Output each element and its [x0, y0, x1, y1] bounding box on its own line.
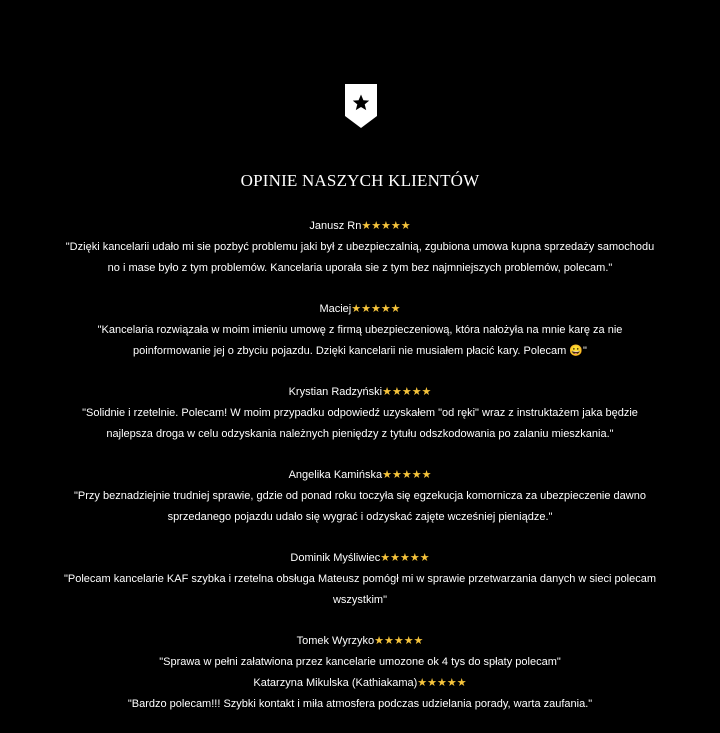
review-item [60, 631, 660, 673]
review-item [60, 673, 660, 715]
review-item [60, 465, 660, 528]
review-text: "Solidnie i rzetelnie. Polecam! W moim przypadku odpowiedź uzyskałem "od ręki" wraz z instruktażem jaka będzie najlepsza droga w celu odzyskania należnych pieniędzy z tytułu odszkodowania po zalaniu mieszkania." [82, 407, 638, 440]
review-text: "Polecam kancelarie KAF szybka i rzetelna obsługa Mateusz pomógł mi w sprawie przetwarzania danych w sieci polecam wszystkim" [63, 573, 657, 606]
review-author: Dominik Myśliwiec [290, 552, 381, 564]
review-text: "Dzięki kancelarii udało mi sie pozbyć problemu jaki był z ubezpieczalnią, zgubiona umowa kupna sprzedaży samochodu no i mase było z tym problemów. Kancelaria uporała sie z tym bez najmniejszych problemów, polecam." [65, 241, 655, 274]
review-item [60, 216, 660, 279]
review-author: Katarzyna Mikulska (Kathiakama) [253, 677, 418, 689]
star-rating-icon: ★★★★★ [380, 552, 430, 564]
star-rating-icon: ★★★★★ [351, 303, 401, 315]
page-title: OPINIE NASZYCH KLIENTÓW [240, 171, 480, 190]
review-text: "Bardzo polecam!!! Szybki kontakt i miła atmosfera podczas udzielania porady, warta zaufania." [127, 698, 593, 710]
star-rating-icon: ★★★★★ [374, 635, 424, 647]
review-author: Angelika Kamińska [288, 469, 383, 481]
review-item [60, 548, 660, 611]
star-rating-icon: ★★★★★ [382, 386, 432, 398]
review-item [60, 382, 660, 445]
review-author: Tomek Wyrzyko [296, 635, 375, 647]
star-rating-icon: ★★★★★ [361, 220, 411, 232]
review-author: Krystian Radzyński [288, 386, 383, 398]
star-rating-icon: ★★★★★ [417, 677, 467, 689]
review-author: Maciej [319, 303, 352, 315]
review-text: "Sprawa w pełni załatwiona przez kancelarie umozone ok 4 tys do spłaty polecam" [159, 656, 561, 668]
review-author: Janusz Rn [309, 220, 362, 232]
star-rating-icon: ★★★★★ [382, 469, 432, 481]
review-item [60, 299, 660, 362]
review-text: "Kancelaria rozwiązała w moim imieniu umowę z firmą ubezpieczeniową, która nałożyła na mnie karę za nie poinformowanie jej o zbyciu pojazdu. Dzięki kancelarii nie musiałem płacić kary. Polecam 😀" [97, 324, 623, 357]
review-text: "Przy beznadziejnie trudniej sprawie, gdzie od ponad roku toczyła się egzekucja komornicza za ubezpieczenie dawno sprzedanego pojazdu udało się wygrać i odzyskać zajęte wcześniej pieniądze." [74, 490, 646, 523]
star-shield-icon [344, 83, 378, 129]
reviews-list [60, 216, 660, 715]
